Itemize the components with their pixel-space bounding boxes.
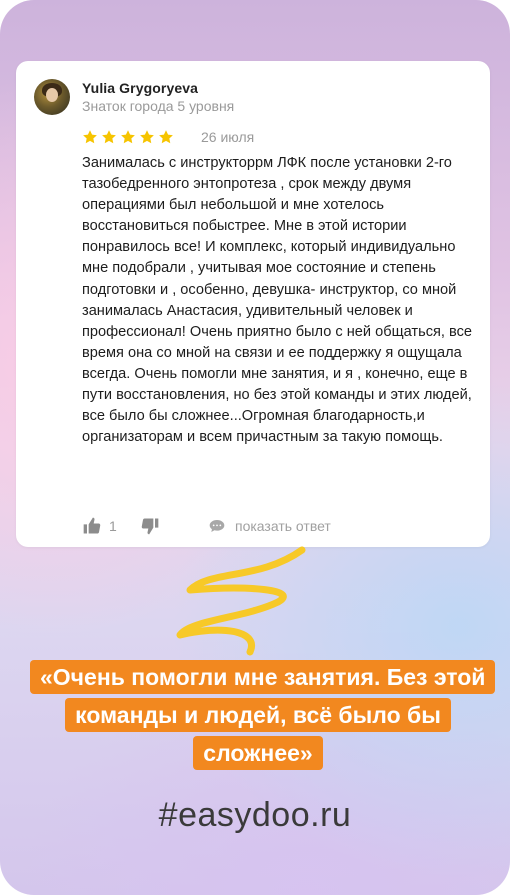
star-icon bbox=[158, 129, 174, 145]
quote-text: «Очень помогли мне занятия. Без этой команды и людей, всё было бы сложнее» bbox=[30, 660, 495, 770]
author-level: Знаток города 5 уровня bbox=[82, 98, 235, 114]
star-icon bbox=[82, 129, 98, 145]
like-count: 1 bbox=[109, 518, 117, 534]
star-icon bbox=[120, 129, 136, 145]
avatar-face bbox=[46, 88, 58, 102]
avatar[interactable] bbox=[34, 79, 70, 115]
rating-stars bbox=[82, 129, 174, 147]
show-reply-link[interactable]: показать ответ bbox=[235, 518, 331, 534]
review-text: Занималась с инструкторрм ЛФК после установки 2-го тазобедренного энтопротеза , срок между двумя операциями был небольшой и мне хотелось восстановиться побыстрее. Мне в этой истории понравилось все! И комплекс, который индивидуально мне подобрали , учитывая мое состояние и степень подготовки и , особенно, девушка- инструктор, со мной занималась Анастасия, удивительный человек и профессионал! Очень приятно было с ней общаться, все время она со мной на связи и ее поддержку я ощущала всегда. Очень помогли мне занятия, и я , конечно, еще в пути восстановления, но без этой команды и этих людей, все было бы сложнее...Огромная благодарность,и организаторам и всем причастным за такую помощь. bbox=[82, 155, 473, 446]
star-icon bbox=[139, 129, 155, 145]
thumbs-up-icon[interactable] bbox=[82, 516, 102, 536]
hashtag-label[interactable]: #easydoo.ru bbox=[158, 796, 352, 834]
star-icon bbox=[101, 129, 117, 145]
author-name[interactable]: Yulia Grygoryeva bbox=[82, 80, 198, 96]
thumbs-down-icon[interactable] bbox=[140, 516, 160, 536]
comment-icon[interactable] bbox=[209, 519, 225, 533]
review-actions bbox=[82, 516, 462, 538]
review-card bbox=[16, 61, 490, 547]
review-date: 26 июля bbox=[201, 129, 255, 145]
highlight-quote bbox=[30, 660, 486, 774]
squiggle-decoration bbox=[150, 540, 330, 660]
